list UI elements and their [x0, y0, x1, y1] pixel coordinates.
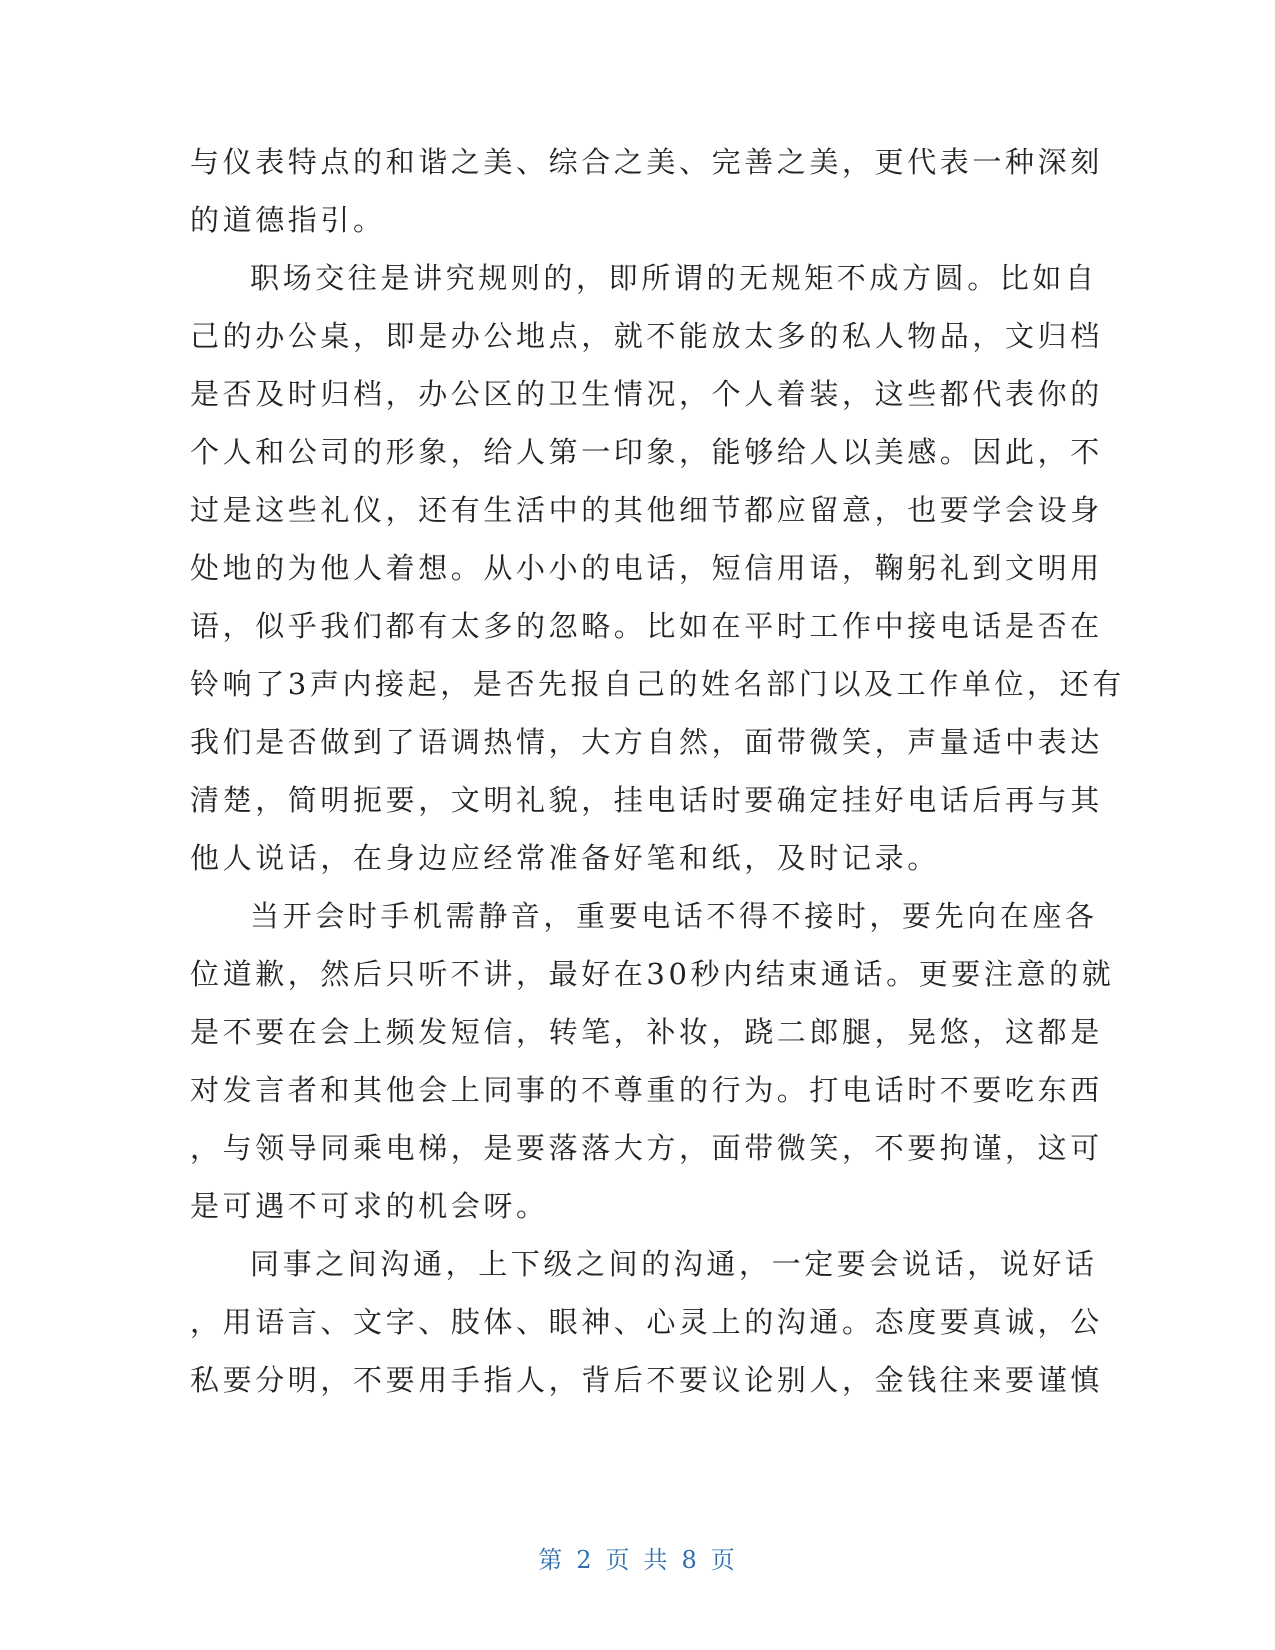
text-line: ，与领导同乘电梯，是要落落大方，面带微笑，不要拘谨，这可 — [190, 1131, 1103, 1165]
text-line: 铃响了3声内接起，是否先报自己的姓名部门以及工作单位，还有 — [190, 667, 1125, 701]
text-line: 位道歉，然后只听不讲，最好在30秒内结束通话。更要注意的就 — [190, 957, 1115, 991]
text-line: 是否及时归档，办公区的卫生情况，个人着装，这些都代表你的 — [190, 377, 1103, 411]
text-line: 是可遇不可求的机会呀。 — [190, 1189, 549, 1223]
text-line: 是不要在会上频发短信，转笔，补妆，跷二郎腿，晃悠，这都是 — [190, 1015, 1103, 1049]
page-current-number: 2 — [576, 1546, 594, 1574]
text-line: 的道德指引。 — [190, 203, 386, 237]
paragraph-start-line: 职场交往是讲究规则的，即所谓的无规矩不成方圆。比如自 — [250, 261, 1098, 295]
text-line: 我们是否做到了语调热情，大方自然，面带微笑，声量适中表达 — [190, 725, 1103, 759]
text-line: 对发言者和其他会上同事的不尊重的行为。打电话时不要吃东西 — [190, 1073, 1103, 1107]
text-line: 他人说话，在身边应经常准备好笔和纸，及时记录。 — [190, 841, 940, 875]
page-total-label: 共 — [643, 1546, 670, 1574]
text-line: 清楚，简明扼要，文明礼貌，挂电话时要确定挂好电话后再与其 — [190, 783, 1103, 817]
text-line: 过是这些礼仪，还有生活中的其他细节都应留意，也要学会设身 — [190, 493, 1103, 527]
text-line: 己的办公桌，即是办公地点，就不能放太多的私人物品，文归档 — [190, 319, 1103, 353]
paragraph-start-line: 同事之间沟通，上下级之间的沟通，一定要会说话，说好话 — [250, 1247, 1098, 1281]
page-prefix: 第 — [538, 1546, 565, 1574]
page-suffix: 页 — [710, 1546, 737, 1574]
text-line: 语，似乎我们都有太多的忽略。比如在平时工作中接电话是否在 — [190, 609, 1103, 643]
page-total-number: 8 — [681, 1546, 699, 1574]
paragraph-start-line: 当开会时手机需静音，重要电话不得不接时，要先向在座各 — [250, 899, 1098, 933]
text-line: 处地的为他人着想。从小小的电话，短信用语，鞠躬礼到文明用 — [190, 551, 1103, 585]
page-mid-label: 页 — [605, 1546, 632, 1574]
text-line: 与仪表特点的和谐之美、综合之美、完善之美，更代表一种深刻 — [190, 145, 1103, 179]
page-footer — [0, 1540, 1275, 1575]
text-line: 个人和公司的形象，给人第一印象，能够给人以美感。因此，不 — [190, 435, 1103, 469]
text-line: ，用语言、文字、肢体、眼神、心灵上的沟通。态度要真诚，公 — [190, 1305, 1103, 1339]
text-line: 私要分明，不要用手指人，背后不要议论别人，金钱往来要谨慎 — [190, 1363, 1103, 1397]
